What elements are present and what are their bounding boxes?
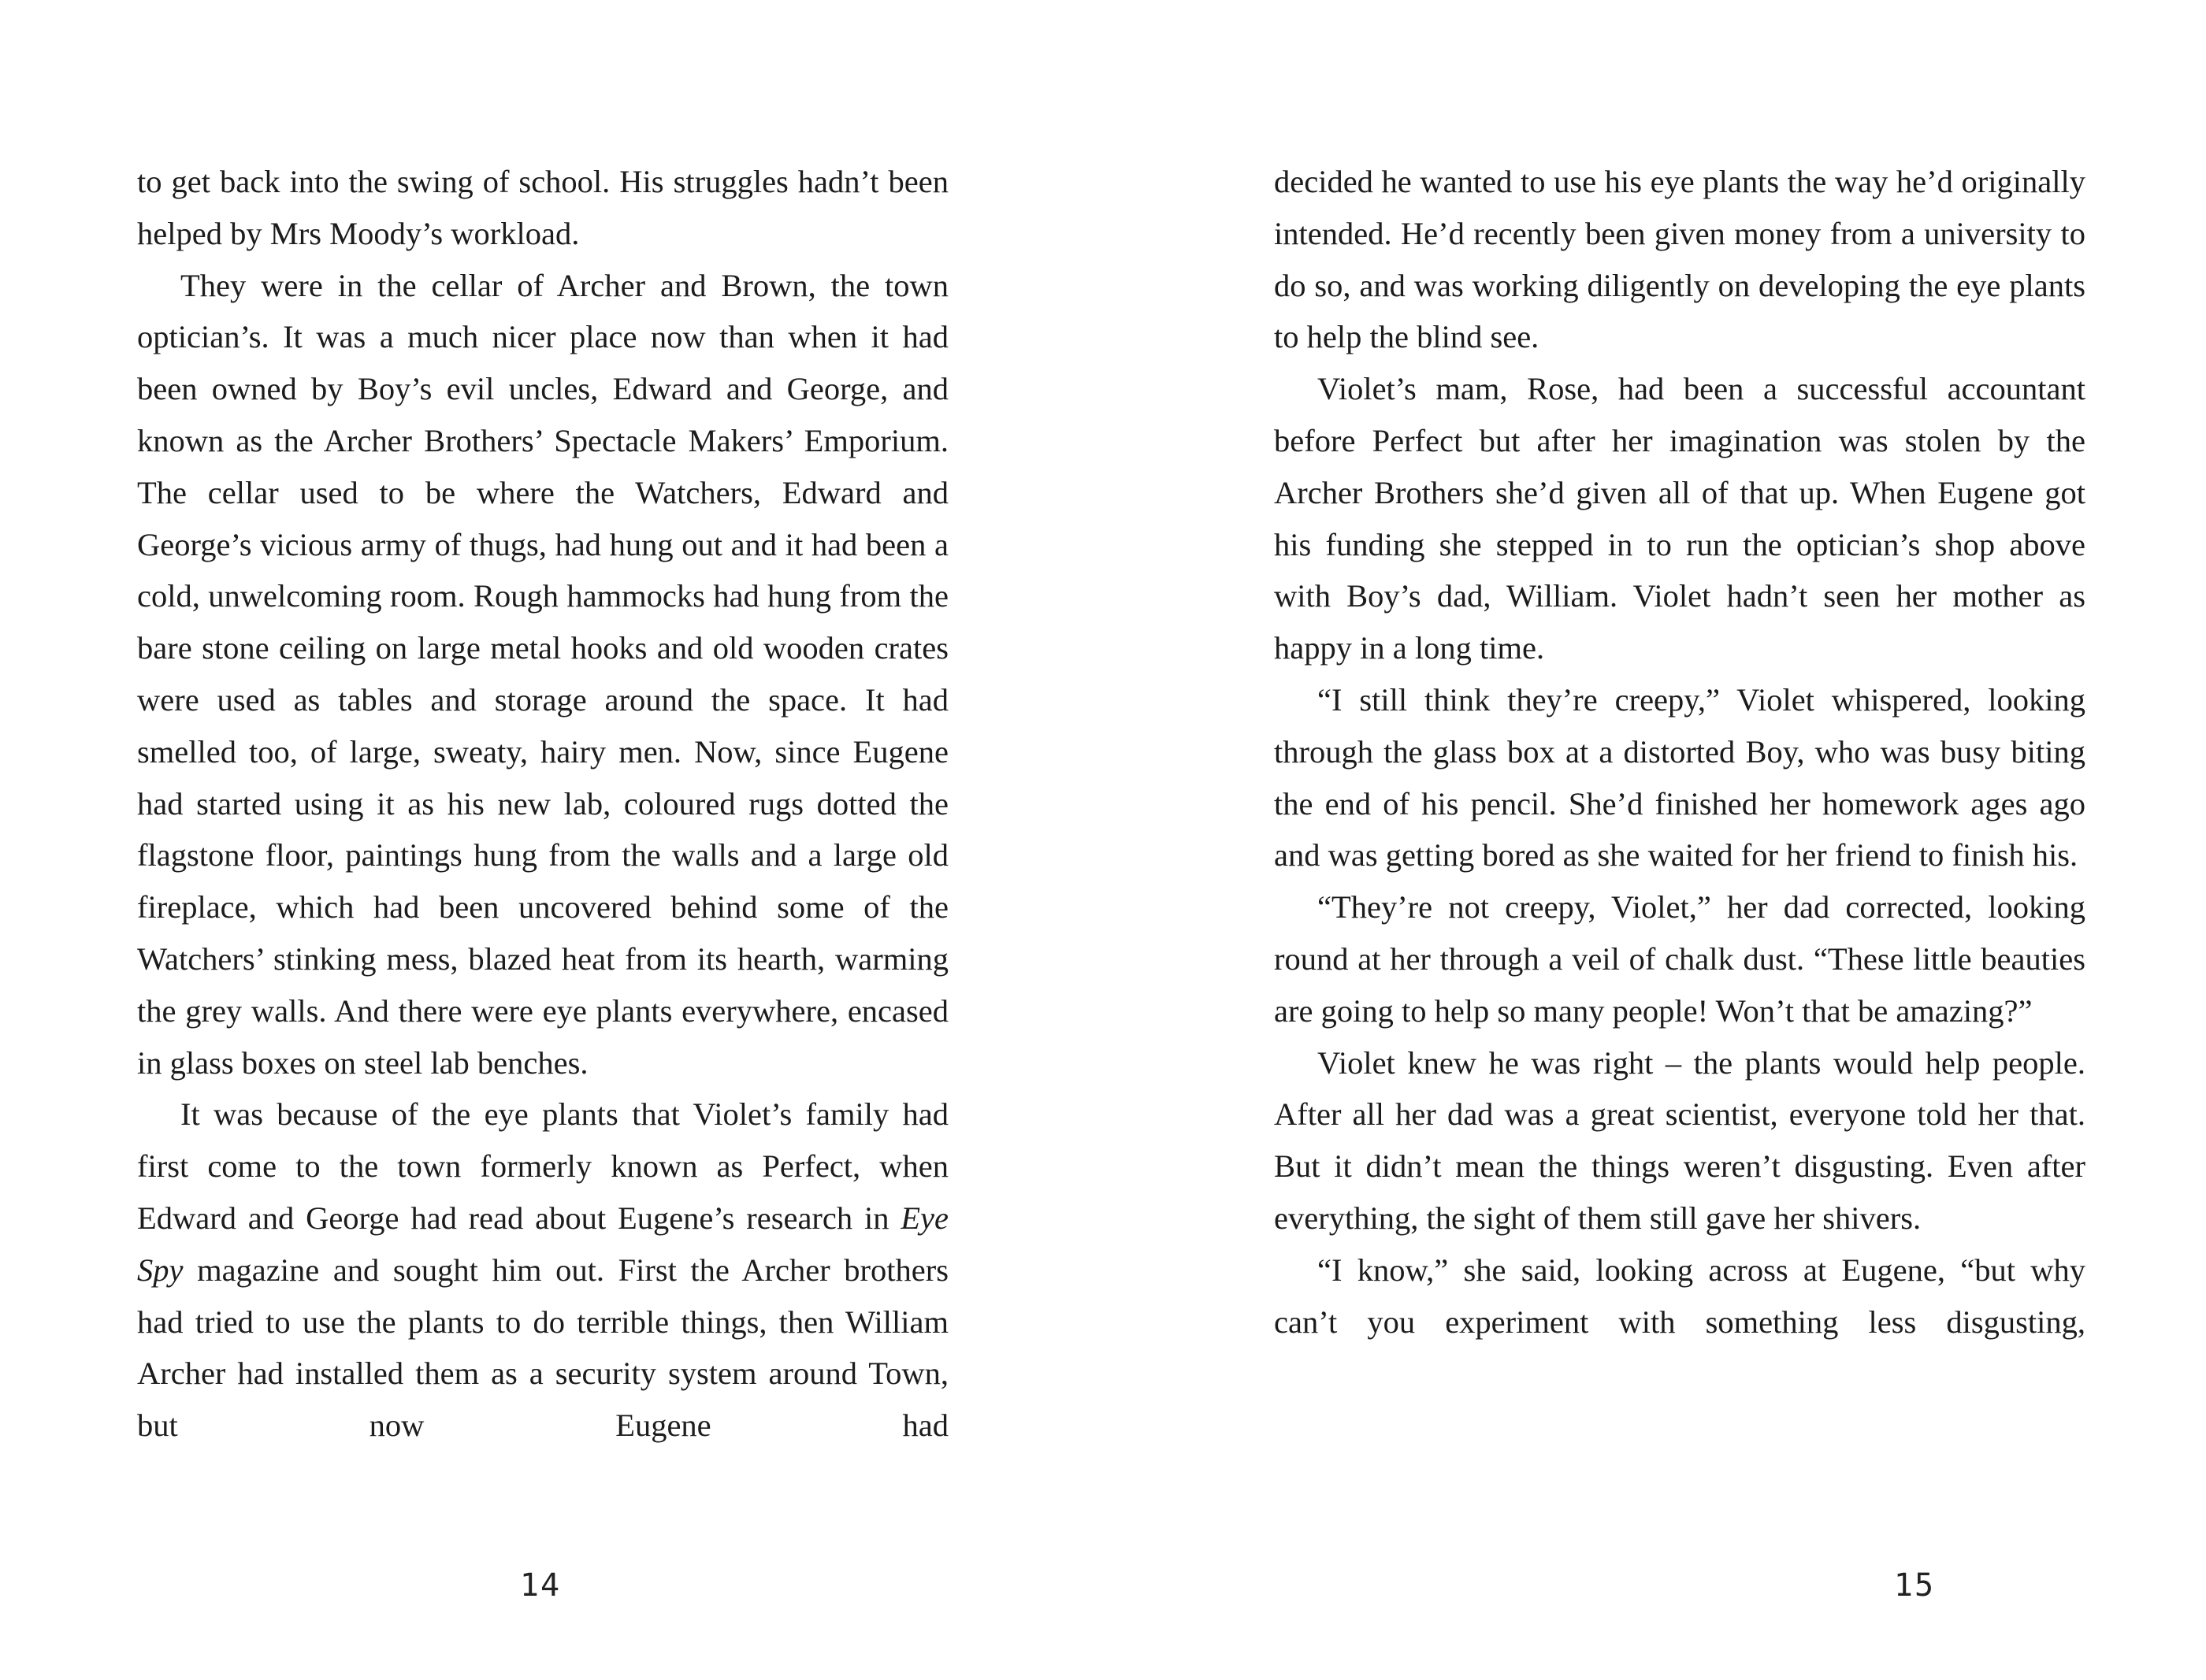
page-number: 15: [1893, 1567, 1936, 1604]
paragraph: “I still think they’re creepy,” Violet whispered, looking through the glass box at a distorted Boy, who was busy biting the end of his pencil. She’d finished her homework ages ago and was getting bored as she waited for her friend to finish his.: [1274, 681, 2085, 873]
paragraph: “I know,” she said, looking across at Eugene, “but why can’t you experiment with something less disgusting,: [1274, 1252, 2085, 1340]
paragraph-text: magazine and sought him out. First the Archer brothers had tried to use the plants to do terrible things, then William Archer had installed them as a security system around Town, but now Eugene had: [137, 1252, 949, 1444]
paragraph-text: It was because of the eye plants that Violet’s family had first come to the town formerly known as Perfect, when Edward and George had read about Eugene’s research in: [137, 1096, 949, 1236]
paragraph: decided he wanted to use his eye plants the way he’d originally intended. He’d recently been given money from a university to do so, and was working diligently on developing the eye plants to help the blind see.: [1274, 164, 2085, 355]
page-number: 14: [519, 1567, 562, 1604]
magazine-title: Eye Spy: [137, 1200, 949, 1288]
paragraph: “They’re not creepy, Violet,” her dad corrected, looking round at her through a veil of chalk dust. “These little beauties are going to help so many people! Won’t that be amazing?”: [1274, 889, 2085, 1029]
right-page-text: [1274, 156, 2085, 1348]
paragraph: Violet knew he was right – the plants would help people. After all her dad was a great scientist, everyone told her that. But it didn’t mean the things weren’t disgusting. Even after everything, the sight of them still gave her shivers.: [1274, 1044, 2085, 1236]
paragraph: Violet’s mam, Rose, had been a successful accountant before Perfect but after her imagination was stolen by the Archer Brothers she’d given all of that up. When Eugene got his funding she stepped in to run the optician’s shop above with Boy’s dad, William. Violet hadn’t seen her mother as happy in a long time.: [1274, 371, 2085, 666]
paragraph: They were in the cellar of Archer and Brown, the town optician’s. It was a much nicer place now than when it had been owned by Boy’s evil uncles, Edward and George, and known as the Archer Brothers’ Spectacle Makers’ Emporium. The cellar used to be where the Watchers, Edward and George’s vicious army of thugs, had hung out and it had been a cold, unwelcoming room. Rough hammocks had hung from the bare stone ceiling on large metal hooks and old wooden crates were used as tables and storage around the space. It had smelled too, of large, sweaty, hairy men. Now, since Eugene had started using it as his new lab, coloured rugs dotted the flagstone floor, paintings hung from the walls and a large old fireplace, which had been uncovered behind some of the Watchers’ stinking mess, blazed heat from its hearth, warming the grey walls. And there were eye plants everywhere, encased in glass boxes on steel lab benches.: [137, 267, 949, 1081]
paragraph: to get back into the swing of school. His struggles hadn’t been helped by Mrs Moody’s workload.: [137, 164, 949, 251]
left-page-text: [137, 156, 949, 1452]
right-page: [1103, 0, 2206, 1680]
paragraph: [137, 1088, 949, 1452]
